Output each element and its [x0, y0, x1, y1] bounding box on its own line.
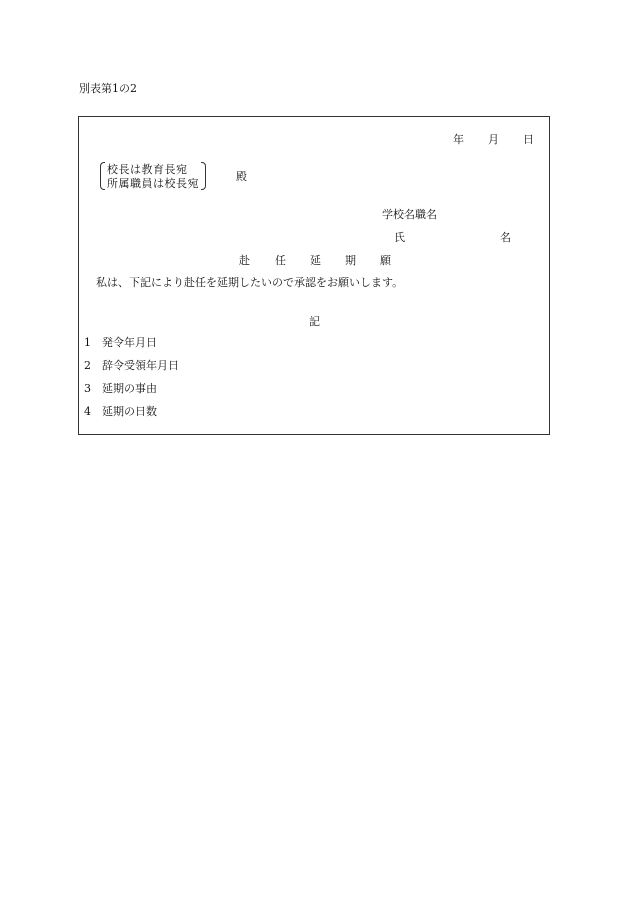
- item-label: 辞令受領年月日: [102, 359, 179, 372]
- ki-label: 記: [309, 315, 320, 328]
- title-char: 任: [275, 254, 286, 267]
- title-char: 延: [310, 254, 321, 267]
- item-label: 延期の事由: [102, 382, 157, 395]
- form-number-heading: 別表第1の2: [79, 82, 137, 95]
- item-number: 4: [84, 405, 91, 418]
- title-char: 赴: [239, 254, 250, 267]
- item-label: 延期の日数: [102, 405, 157, 418]
- name-family-label: 氏: [394, 231, 405, 244]
- title-char: 期: [345, 254, 356, 267]
- honorific-dono: 殿: [236, 170, 247, 183]
- left-bracket: [100, 162, 105, 190]
- item-label: 発令年月日: [102, 336, 157, 349]
- school-position-label: 学校名職名: [382, 208, 437, 221]
- date-year-label: 年: [453, 133, 464, 146]
- item-number: 2: [84, 359, 91, 372]
- right-bracket: [201, 162, 206, 190]
- addressee-line-2: 所属職員は校長宛: [107, 177, 199, 190]
- item-number: 3: [84, 382, 91, 395]
- body-text: 私は、下記により赴任を延期したいので承認をお願いします。: [96, 276, 404, 289]
- date-day-label: 日: [523, 133, 534, 146]
- item-number: 1: [84, 336, 91, 349]
- addressee-line-1: 校長は教育長宛: [107, 163, 188, 176]
- addressee-block: [100, 162, 206, 191]
- date-month-label: 月: [488, 133, 499, 146]
- title-char: 願: [380, 254, 391, 267]
- name-given-label: 名: [500, 231, 511, 244]
